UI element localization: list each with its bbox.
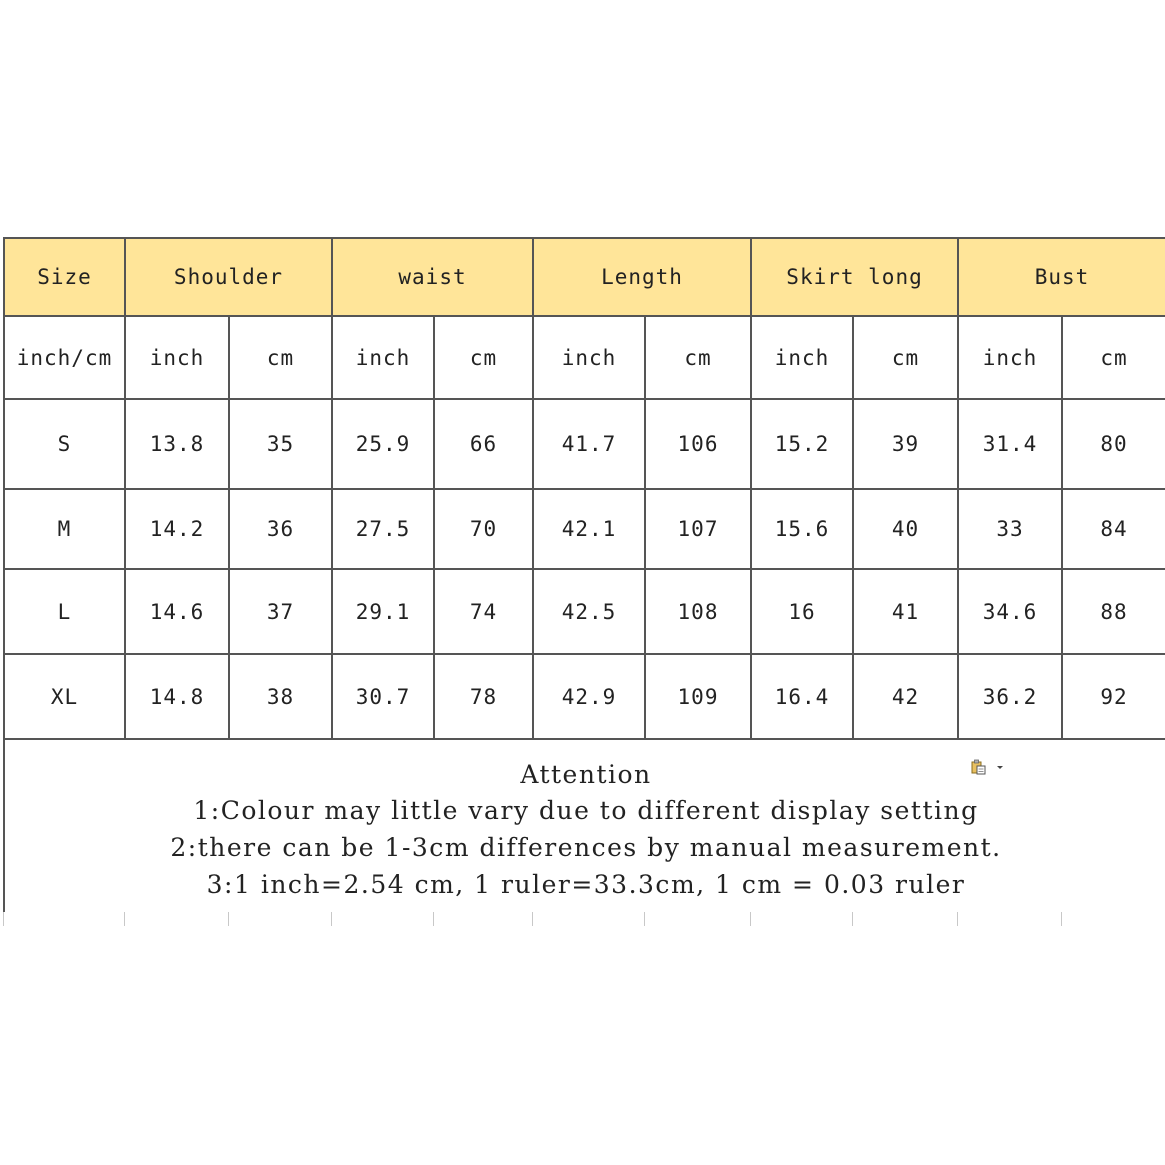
unit-row (4, 316, 1165, 399)
unit-cell[interactable]: inch (533, 316, 645, 399)
header-waist[interactable]: waist (332, 238, 533, 316)
value-cell[interactable]: 106 (645, 399, 751, 489)
header-skirt-long[interactable]: Skirt long (751, 238, 958, 316)
value-cell[interactable]: 66 (434, 399, 533, 489)
value-cell[interactable]: 88 (1062, 569, 1165, 654)
attention-title: Attention (520, 760, 652, 789)
value-cell[interactable]: 41 (853, 569, 958, 654)
value-cell[interactable]: 74 (434, 569, 533, 654)
unit-cell[interactable]: cm (434, 316, 533, 399)
header-row (4, 238, 1165, 316)
size-chart-table (3, 237, 1165, 740)
value-cell[interactable]: 36.2 (958, 654, 1062, 739)
value-cell[interactable]: 42.1 (533, 489, 645, 569)
value-cell[interactable]: 42.9 (533, 654, 645, 739)
paste-options-icon[interactable] (970, 752, 1004, 768)
header-size[interactable]: Size (4, 238, 125, 316)
value-cell[interactable]: 42 (853, 654, 958, 739)
value-cell[interactable]: 16 (751, 569, 853, 654)
value-cell[interactable]: 14.2 (125, 489, 229, 569)
value-cell[interactable]: 108 (645, 569, 751, 654)
note-conversion: 3:1 inch=2.54 cm, 1 ruler=33.3cm, 1 cm = 0.03 ruler (206, 870, 966, 899)
value-cell[interactable]: 37 (229, 569, 332, 654)
value-cell[interactable]: 14.6 (125, 569, 229, 654)
value-cell[interactable]: 107 (645, 489, 751, 569)
unit-cell[interactable]: inch (958, 316, 1062, 399)
size-cell[interactable]: L (4, 569, 125, 654)
value-cell[interactable]: 29.1 (332, 569, 434, 654)
value-cell[interactable]: 34.6 (958, 569, 1062, 654)
value-cell[interactable]: 31.4 (958, 399, 1062, 489)
value-cell[interactable]: 80 (1062, 399, 1165, 489)
value-cell[interactable]: 92 (1062, 654, 1165, 739)
table-row (4, 399, 1165, 489)
note-measurement: 2:there can be 1-3cm differences by manual measurement. (170, 833, 1002, 862)
spreadsheet-grid-ticks (3, 912, 1165, 928)
value-cell[interactable]: 42.5 (533, 569, 645, 654)
unit-cell[interactable]: inch (125, 316, 229, 399)
value-cell[interactable]: 36 (229, 489, 332, 569)
value-cell[interactable]: 15.2 (751, 399, 853, 489)
unit-cell[interactable]: inch/cm (4, 316, 125, 399)
table-row (4, 569, 1165, 654)
value-cell[interactable]: 38 (229, 654, 332, 739)
value-cell[interactable]: 16.4 (751, 654, 853, 739)
unit-cell[interactable]: cm (853, 316, 958, 399)
header-shoulder[interactable]: Shoulder (125, 238, 332, 316)
value-cell[interactable]: 40 (853, 489, 958, 569)
note-colour: 1:Colour may little vary due to different display setting (193, 796, 979, 825)
value-cell[interactable]: 109 (645, 654, 751, 739)
value-cell[interactable]: 41.7 (533, 399, 645, 489)
unit-cell[interactable]: inch (751, 316, 853, 399)
value-cell[interactable]: 35 (229, 399, 332, 489)
size-cell[interactable]: M (4, 489, 125, 569)
value-cell[interactable]: 33 (958, 489, 1062, 569)
unit-cell[interactable]: inch (332, 316, 434, 399)
unit-cell[interactable]: cm (645, 316, 751, 399)
attention-notes[interactable] (3, 740, 1165, 912)
table-row (4, 654, 1165, 739)
value-cell[interactable]: 25.9 (332, 399, 434, 489)
table-row (4, 489, 1165, 569)
value-cell[interactable]: 15.6 (751, 489, 853, 569)
value-cell[interactable]: 78 (434, 654, 533, 739)
value-cell[interactable]: 13.8 (125, 399, 229, 489)
size-chart-sheet (3, 237, 1165, 912)
header-bust[interactable]: Bust (958, 238, 1165, 316)
value-cell[interactable]: 27.5 (332, 489, 434, 569)
unit-cell[interactable]: cm (1062, 316, 1165, 399)
value-cell[interactable]: 14.8 (125, 654, 229, 739)
header-length[interactable]: Length (533, 238, 751, 316)
size-cell[interactable]: S (4, 399, 125, 489)
size-cell[interactable]: XL (4, 654, 125, 739)
value-cell[interactable]: 39 (853, 399, 958, 489)
unit-cell[interactable]: cm (229, 316, 332, 399)
value-cell[interactable]: 30.7 (332, 654, 434, 739)
value-cell[interactable]: 84 (1062, 489, 1165, 569)
value-cell[interactable]: 70 (434, 489, 533, 569)
